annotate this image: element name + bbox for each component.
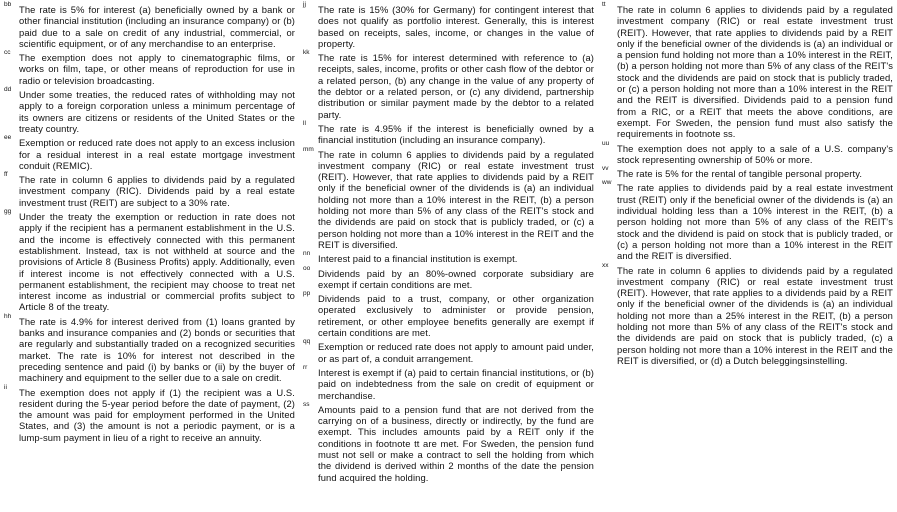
footnote-text: The rate is 15% for interest determined with reference to (a) receipts, sales, income, profits or other cash flow of the debtor or a related person, (b) any change in the value of any property of the debtor or a related person, or (c) any dividend, partnership distribution or similar payment made by the debtor to a related party. <box>318 52 594 120</box>
footnote-kk <box>303 49 594 120</box>
footnote-marker: ll <box>303 119 306 127</box>
footnote-marker: jj <box>303 1 306 8</box>
footnote-marker: bb <box>4 1 12 8</box>
footnote-gg <box>4 208 295 313</box>
footnote-bb <box>4 1 295 49</box>
footnote-marker: mm <box>303 145 314 153</box>
footnote-column-3 <box>598 0 897 512</box>
footnote-qq <box>303 338 594 364</box>
footnote-marker: cc <box>4 49 11 57</box>
footnote-dd <box>4 86 295 134</box>
footnote-text: Amounts paid to a pension fund that are not derived from the carrying on of a business, directly or indirectly, by the fund are exempt. This includes amounts paid by a REIT only if the conditions in footnote tt are met. For Sweden, the pension fund must not sell or make a contract to sell the holding from which the dividend is derived within 2 months of the date the pension fund acquired the holding. <box>318 403 594 483</box>
footnote-ii <box>4 383 295 443</box>
footnote-marker: ss <box>303 400 310 408</box>
footnote-text: The exemption does not apply to a sale of a U.S. company's stock representing ownership of 50% or more. <box>617 142 893 165</box>
footnote-ll <box>303 119 594 146</box>
footnote-marker: vv <box>602 165 609 173</box>
footnote-text: Exemption or reduced rate does not apply to amount paid under, or as part of, a conduit arrangement. <box>318 341 594 364</box>
footnote-rr <box>303 363 594 401</box>
footnote-ee <box>4 134 295 171</box>
footnote-text: The rate in column 6 applies to dividends paid by a regulated investment company (RIC). Dividends paid by a real estate investment trust (REIT) are subject to a 30% rate. <box>19 174 295 208</box>
footnote-jj <box>303 1 594 49</box>
footnote-marker: qq <box>303 338 311 346</box>
footnote-text: Dividends paid to a trust, company, or other organization operated exclusively to administer or provide pension, retirement, or other employee benefits generally are exempt if certain conditions are met. <box>318 293 594 339</box>
footnote-mm <box>303 145 594 251</box>
footnote-text: Under some treaties, the reduced rates of withholding may not apply to a foreign corporation unless a minimum percentage of its owners are citizens or residents of the United States or the treaty country. <box>19 89 295 134</box>
footnote-text: Dividends paid by an 80%-owned corporate subsidiary are exempt if certain conditions are met. <box>318 267 594 290</box>
footnote-marker: uu <box>602 139 610 147</box>
footnote-marker: gg <box>4 208 12 216</box>
footnote-marker: rr <box>303 363 308 371</box>
footnote-text: The rate is 5% for the rental of tangible personal property. <box>617 168 863 180</box>
footnote-xx <box>602 261 893 367</box>
footnote-text: The exemption does not apply if (1) the recipient was a U.S. resident during the 5-year period before the date of payment, (2) the amount was paid for employment performed in the United States, and (3) the amount is not a periodic payment, or is a lump-sum payment in lieu of a right to receive an annuity. <box>19 386 295 443</box>
footnote-text: Interest is exempt if (a) paid to certain financial institutions, or (b) paid on indebtedness from the sale on credit of equipment or merchandise. <box>318 366 594 401</box>
footnote-text: The rate is 5% for interest (a) beneficially owned by a bank or other financial institution (including an insurance company) or (b) paid due to a sale on credit of any industrial, commercial, or scientific equipment, or of any merchandise to an enterprise. <box>19 4 295 49</box>
footnote-marker: ii <box>4 383 7 391</box>
footnote-text: Interest paid to a financial institution is exempt. <box>318 253 518 265</box>
footnote-nn <box>303 250 594 265</box>
footnote-marker: hh <box>4 312 12 320</box>
footnote-text: Exemption or reduced rate does not apply to an excess inclusion for a residual interest in a real estate mortgage investment conduit (REMIC). <box>19 137 295 171</box>
footnote-vv <box>602 165 893 180</box>
footnote-marker: ww <box>602 179 612 187</box>
footnote-tt <box>602 1 893 140</box>
footnote-text: The rate is 4.95% if the interest is beneficially owned by a financial institution (including an insurance company). <box>318 122 594 146</box>
footnote-ff <box>4 171 295 208</box>
footnote-text: The rate is 15% (30% for Germany) for contingent interest that does not qualify as portfolio interest. Generally, this is interest based on receipts, sales, income, or changes in the value of property. <box>318 4 594 49</box>
footnote-marker: tt <box>602 1 606 8</box>
footnote-marker: ee <box>4 134 12 142</box>
footnote-column-1 <box>0 0 299 512</box>
footnote-uu <box>602 139 893 166</box>
footnote-pp <box>303 290 594 339</box>
footnote-marker: dd <box>4 86 12 94</box>
footnote-text: The rate applies to dividends paid by a real estate investment trust (REIT) only if the beneficial owner of the dividends is (a) an individual holding less than a 10% interest in the REIT, (b) a person holding not more than 5% of any class of the REIT's stock and the dividend is paid on stock that is publicly traded, or (c) a person holding not more than a 10% interest in the REIT and the REIT is diversified. <box>617 182 893 262</box>
footnote-marker: ff <box>4 171 8 179</box>
footnote-text: The exemption does not apply to cinematographic films, or works on film, tape, or other means of reproduction for use in radio or television broadcasting. <box>19 52 295 86</box>
footnote-text: The rate in column 6 applies to dividends paid by a regulated investment company (RIC) or real estate investment trust (REIT). However, that rate applies to dividends paid by a REIT only if the beneficial owner of the dividends is (a) an individual holding not more than a 10% interest in the REIT, (b) a person holding not more than 5% of any class of the REIT's stock and the dividends are paid on stock that is publicly traded, or (c) a person holding not more than a 10% interest in the REIT and the REIT is diversified. <box>318 148 594 250</box>
footnote-oo <box>303 264 594 291</box>
footnote-marker: oo <box>303 264 311 272</box>
footnote-ww <box>602 179 893 262</box>
footnote-cc <box>4 49 295 86</box>
footnote-marker: xx <box>602 261 609 269</box>
footnote-column-2 <box>299 0 598 512</box>
footnote-text: The rate in column 6 applies to dividends paid by a regulated investment company (RIC) or real estate investment trust (REIT). However, that rate applies to dividends paid by a REIT only if the beneficial owner of the dividends is (a) an individual or a pension fund holding not more than a 10% interest in the REIT, (b) a person holding not more than 5% of any class of the REIT's stock and the dividends are paid on stock that is publicly traded, or (c) a person holding not more than a 10% interest in the REIT and the REIT is diversified. Dividends paid to a pension fund from a RIC, or a REIT that meets the above conditions, are exempt. For Sweden, the pension fund must also satisfy the requirements in footnote ss. <box>617 4 893 140</box>
footnote-marker: nn <box>303 250 311 258</box>
footnote-text: The rate is 4.9% for interest derived from (1) loans granted by banks and insurance companies and (2) bonds or securities that are regularly and substantially traded on a recognized securities market. The rate is 10% for interest not described in the preceding sentence and paid (i) by banks or (ii) by the buyer of machinery and equipment to the seller due to a sale on credit. <box>19 315 295 384</box>
footnote-marker: kk <box>303 49 310 57</box>
footnote-ss <box>303 400 594 483</box>
footnote-marker: pp <box>303 290 311 298</box>
footnote-hh <box>4 312 295 384</box>
footnote-text: The rate in column 6 applies to dividends paid by a regulated investment company (RIC) or real estate investment trust (REIT). However, that rate applies to a dividends paid by a REIT only if the beneficial owner of the dividends is (a) an individual holding not more than a 25% interest in the REIT, (b) a person holding not more than 5% of any class of the REIT's stock and the dividends are paid on stock that is publicly traded, (c) a person holding not more than a 10% interest in the REIT and the REIT is diversified, or (d) a Dutch beleggingsinstelling. <box>617 264 893 366</box>
footnote-text: Under the treaty the exemption or reduction in rate does not apply if the recipient has a permanent establishment in the U.S. and the income is effectively connected with this permanent establishment. Instead, tax is not withheld at source and the provisions of Article 8 (Business Profits) apply. Additionally, even if interest income is not effectively connected with a U.S. permanent establishment, the recipient may choose to treat net interest income as industrial or commercial profits subject to Article 8 of the treaty. <box>19 211 295 313</box>
